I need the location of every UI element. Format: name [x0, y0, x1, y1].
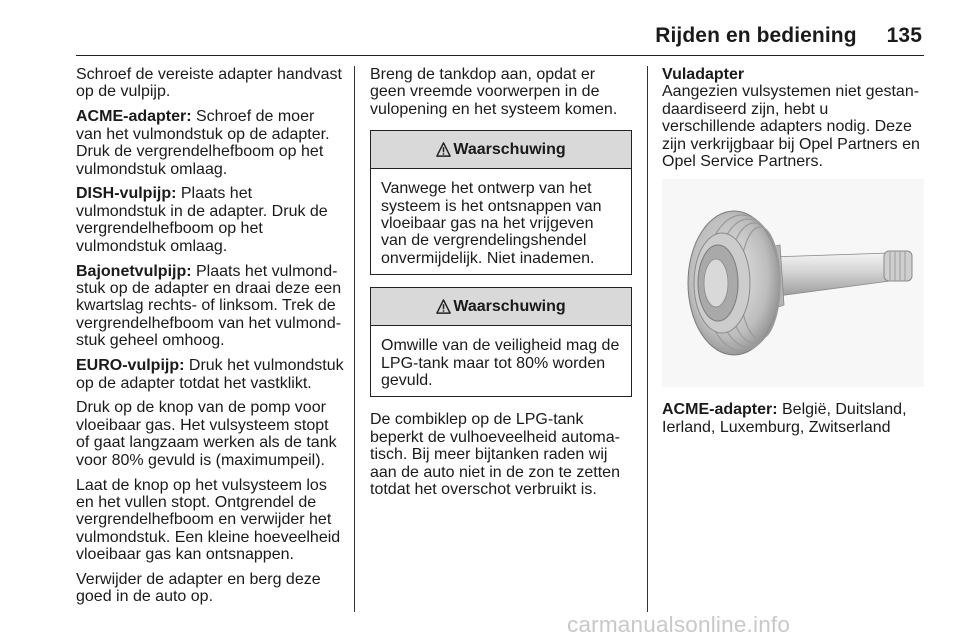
warning-header — [371, 131, 631, 169]
euro-text: Druk het vulmondstuk op de adapter totdat het vastklikt. — [76, 357, 344, 392]
warning-text: Vanwege het ontwerp van het systeem is het ontsnappen van vloeibaar gas na het vrijgeven van de vergrendelingshendel onvermijdelijk. Niet inademen. — [381, 180, 602, 267]
acme-caption — [662, 401, 926, 436]
bajonet-label: Bajonetvulpijp: — [76, 262, 192, 280]
combi-valve-paragraph: De combiklep op de LPG-tank beperkt de vulhoeveelheid automatisch. Bij meer bijtanken raden wij aan de auto niet in de zon te zetten totdat het overschot verbruikt is. — [370, 411, 620, 499]
warning-box-1 — [370, 130, 632, 275]
site-watermark: carmanualsonline.info — [567, 612, 791, 637]
acme-paragraph — [76, 108, 344, 178]
header-rule — [76, 55, 924, 56]
pump-paragraph: Druk op de knop van de pomp voor vloeibaar gas. Het vulsysteem stopt of gaat langzaam werken als de tank voor 80% gevuld is (maximumpeil). — [76, 399, 337, 469]
acme-label: ACME-adapter: — [76, 108, 192, 126]
column-2 — [370, 66, 632, 506]
page-header — [76, 24, 922, 54]
warning-box-2 — [370, 287, 632, 397]
euro-paragraph — [76, 357, 344, 392]
warning-text: Omwille van de veiligheid mag de LPG-tank maar tot 80% worden gevuld. — [381, 337, 620, 390]
intro-paragraph: Schroef de vereiste adapter handvast op de vulpijp. — [76, 66, 342, 101]
warning-title: Waarschuwing — [453, 298, 566, 316]
caption-text: België, Duitsland, Ierland, Luxemburg, Zwitserland — [662, 401, 907, 436]
warning-title: Waarschuwing — [453, 141, 566, 159]
euro-label: EURO-vulpijp: — [76, 357, 185, 375]
column-1 — [76, 66, 344, 613]
release-paragraph: Laat de knop op het vulsysteem los en het vullen stopt. Ontgrendel de vergrendelhefboom en verwijder het vulmondstuk. Een kleine hoeveelheid vloeibaar gas kan ontsnappen. — [76, 476, 341, 564]
warning-triangle-icon — [436, 299, 451, 314]
tank-cap-paragraph: Breng de tankdop aan, opdat er geen vreemde voorwerpen in de vulopening en het systeem komen. — [370, 66, 618, 118]
acme-adapter-illustration — [662, 179, 924, 387]
warning-triangle-icon — [436, 142, 451, 157]
chapter-title: Rijden en bediening — [655, 24, 857, 47]
bajonet-text: Plaats het vulmondstuk op de adapter en draai deze een kwartslag rechts- of linksom. Trek de vergrendelhefboom van het vulmondstuk geheel omhoog. — [76, 262, 342, 350]
column-divider-1 — [354, 66, 355, 612]
warning-header — [371, 288, 631, 326]
warning-body — [371, 326, 631, 396]
dish-label: DISH-vulpijp: — [76, 185, 177, 203]
acme-text: Schroef de moer van het vulmondstuk op de adapter. Druk de vergrendelhefboom op het vulmondstuk omlaag. — [76, 108, 330, 178]
page-number: 135 — [886, 24, 922, 47]
bajonet-paragraph — [76, 263, 344, 350]
adapter-drawing — [662, 179, 924, 387]
warning-body — [371, 169, 631, 274]
caption-label: ACME-adapter: — [662, 401, 778, 419]
column-3 — [662, 66, 926, 444]
store-paragraph: Verwijder de adapter en berg deze goed in de auto op. — [76, 571, 321, 606]
section-heading: Vuladapter — [662, 66, 745, 83]
dish-paragraph — [76, 185, 344, 255]
adapter-intro-paragraph: Aangezien vulsystemen niet gestandaardiseerd zijn, hebt u verschillende adapters nodig. Deze zijn verkrijgbaar bij Opel Partners en Opel Service Partners. — [662, 83, 920, 171]
column-divider-2 — [647, 66, 648, 612]
dish-text: Plaats het vulmondstuk in de adapter. Druk de vergrendelhefboom op het vulmondstuk omlaag. — [76, 185, 328, 255]
